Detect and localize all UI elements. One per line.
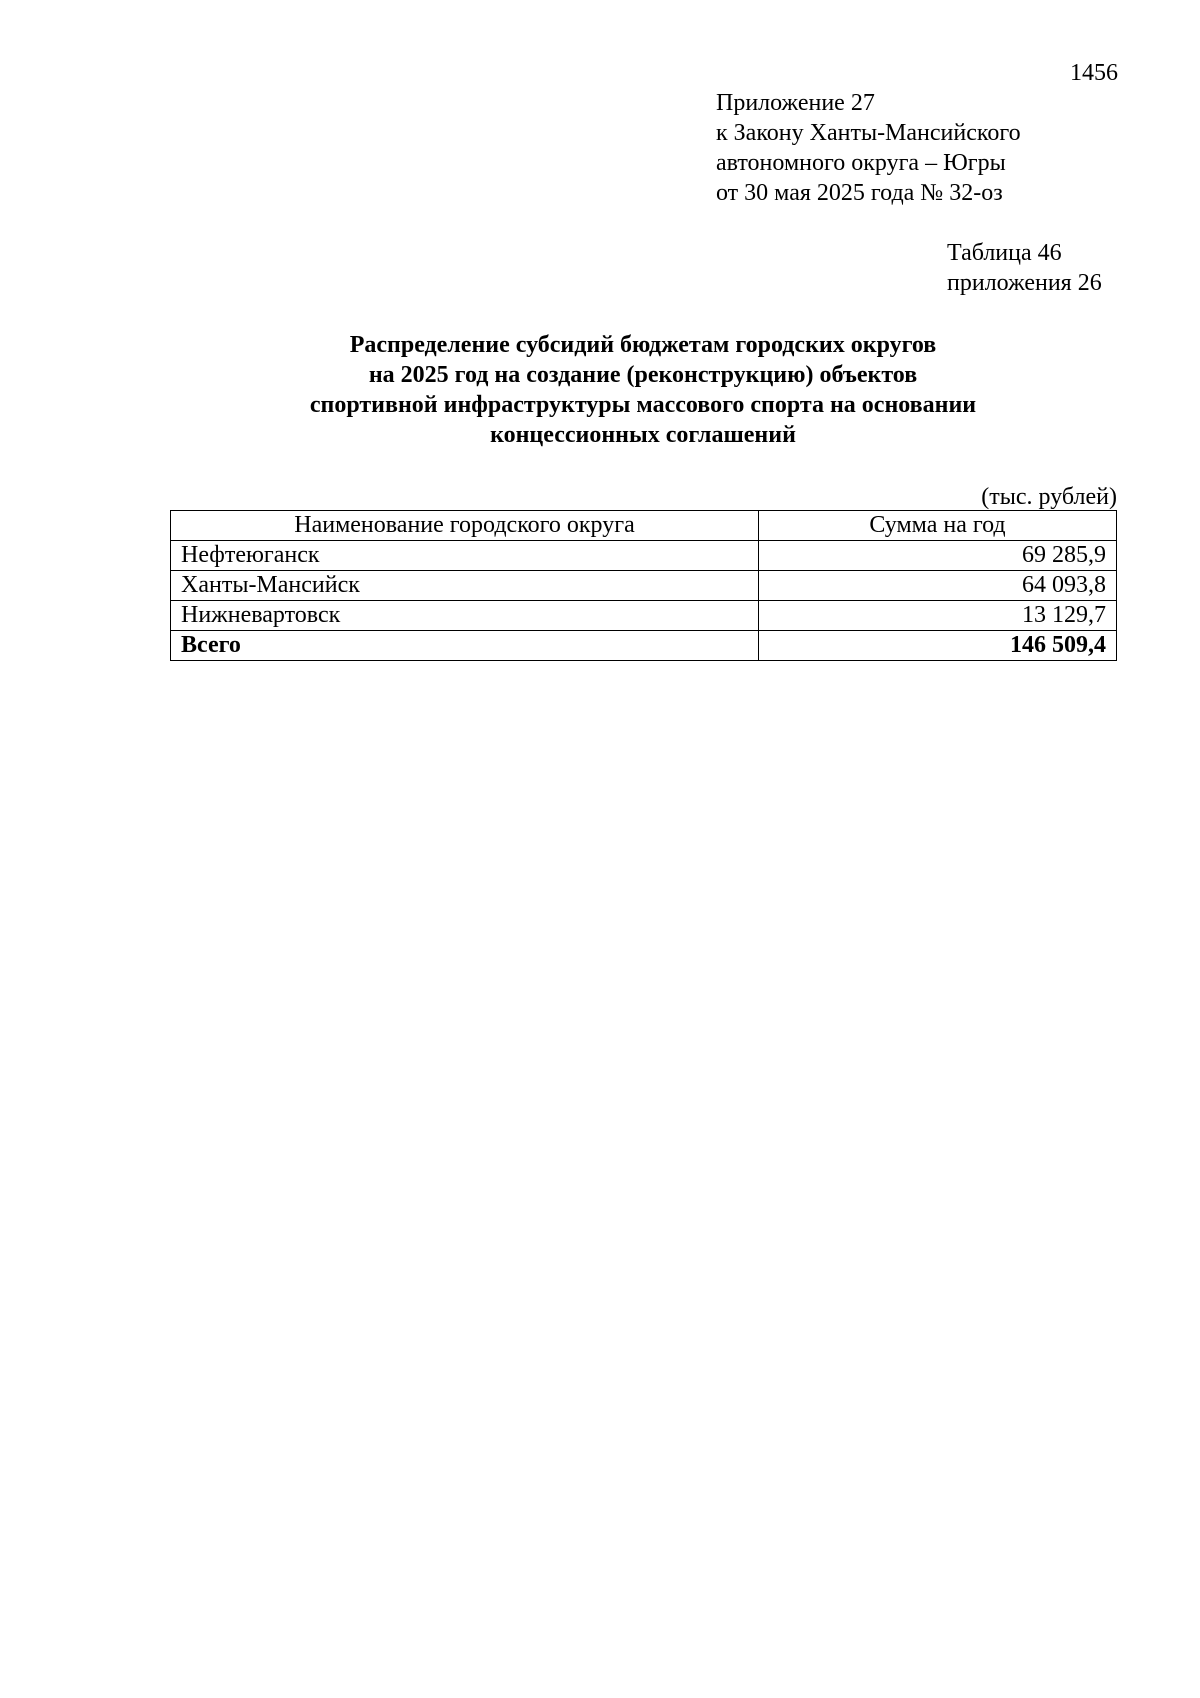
title-line: Распределение субсидий бюджетам городских округов [349,332,937,358]
title-line: концессионных соглашений [490,422,796,448]
appendix-line: к Закону Ханты-Мансийского [716,120,1021,146]
table-reference-line: приложения 26 [947,270,1102,296]
total-row [171,631,1117,661]
column-header-amount: Сумма на год [759,511,1117,541]
amount-cell: 69 285,9 [759,541,1117,571]
amount-cell: 13 129,7 [759,601,1117,631]
title-line: на 2025 год на создание (реконструкцию) объектов [368,362,918,388]
appendix-line: от 30 мая 2025 года № 32-оз [716,180,1003,206]
table-header-row [171,511,1117,541]
table-row [171,541,1117,571]
table-row [171,601,1117,631]
amount-cell: 64 093,8 [759,571,1117,601]
district-name-cell: Ханты-Мансийск [171,571,759,601]
table-reference [947,238,1102,298]
page-number: 1456 [1070,60,1118,86]
district-name-cell: Нефтеюганск [171,541,759,571]
total-label-cell: Всего [171,631,759,661]
column-header-name: Наименование городского округа [171,511,759,541]
district-name-cell: Нижневартовск [171,601,759,631]
document-title [170,330,1116,450]
table-row [171,571,1117,601]
subsidy-table [170,510,1117,661]
table-reference-line: Таблица 46 [947,240,1062,266]
appendix-reference [716,88,1021,208]
appendix-line: Приложение 27 [716,90,875,116]
title-line: спортивной инфраструктуры массового спорта на основании [309,392,977,418]
total-amount-cell: 146 509,4 [759,631,1117,661]
units-label: (тыс. рублей) [981,484,1117,510]
appendix-line: автономного округа – Югры [716,150,1006,176]
